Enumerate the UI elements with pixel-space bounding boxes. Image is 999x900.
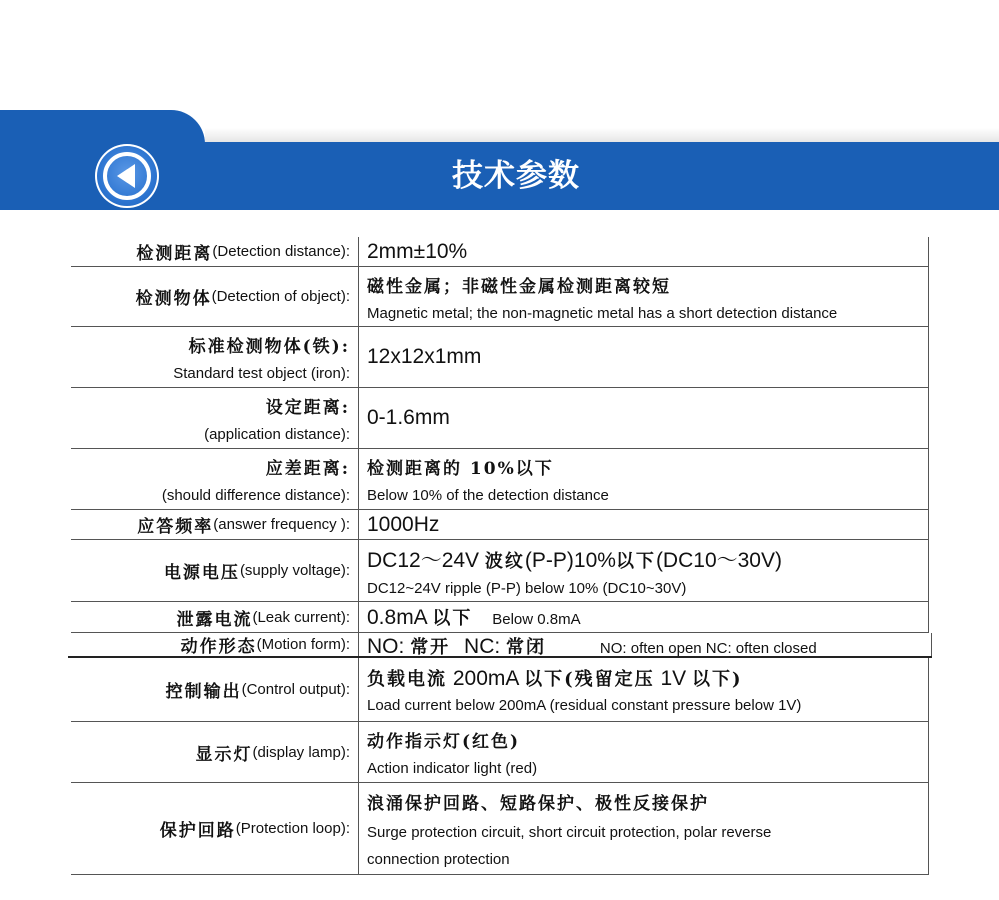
spec-row-protection-loop	[71, 783, 929, 875]
spec-label: 控制输出 (Control output):	[71, 658, 359, 721]
spec-row-leak-current	[71, 602, 929, 633]
spec-row-difference-distance	[71, 449, 929, 510]
spec-row-control-output	[71, 658, 929, 722]
spec-label: 标准检测物体(铁): Standard test object (iron):	[71, 327, 359, 387]
spec-value: 动作指示灯(红色) Action indicator light (red)	[359, 722, 929, 782]
spec-label: 动作形态 (Motion form):	[68, 633, 359, 656]
spec-value: 检测距离的 10%以下 Below 10% of the detection distance	[359, 449, 929, 509]
spec-value: 浪涌保护回路、短路保护、极性反接保护 Surge protection circuit, short circuit protection, polar reverse connection protection	[359, 783, 929, 874]
spec-row-motion-form	[68, 633, 932, 658]
spec-label: 设定距离: (application distance):	[71, 388, 359, 448]
spec-label: 保护回路 (Protection loop):	[71, 783, 359, 874]
spec-label: 应差距离: (should difference distance):	[71, 449, 359, 509]
spec-value: 1000Hz	[359, 510, 929, 539]
spec-value: 磁性金属；非磁性金属检测距离较短 Magnetic metal; the non-magnetic metal has a short detection distance	[359, 267, 929, 326]
spec-row-application-distance	[71, 388, 929, 449]
banner-shadow	[205, 128, 999, 142]
spec-row-detection-object	[71, 267, 929, 327]
spec-row-supply-voltage	[71, 540, 929, 602]
spec-value: 0-1.6mm	[359, 388, 929, 448]
spec-label: 泄露电流 (Leak current):	[71, 602, 359, 632]
spec-label: 检测物体 (Detection of object):	[71, 267, 359, 326]
spec-label: 应答频率 (answer frequency ):	[71, 510, 359, 539]
spec-value: NO: 常开 NC: 常闭 NO: often open NC: often closed	[359, 633, 932, 656]
spec-row-detection-distance	[71, 237, 929, 267]
spec-label: 显示灯 (display lamp):	[71, 722, 359, 782]
spec-table	[71, 237, 929, 875]
spec-value: 0.8mA 以下 Below 0.8mA	[359, 602, 929, 632]
spec-row-display-lamp	[71, 722, 929, 783]
page-title: 技术参数	[452, 158, 580, 194]
spec-label: 电源电压 (supply voltage):	[71, 540, 359, 601]
spec-value: DC12～24V 波纹(P-P)10%以下(DC10～30V) DC12~24V ripple (P-P) below 10% (DC10~30V)	[359, 540, 929, 601]
spec-label: 检测距离 (Detection distance):	[71, 237, 359, 266]
spec-row-answer-frequency	[71, 510, 929, 540]
spec-value: 负载电流 200mA 以下(残留定压 1V 以下) Load current below 200mA (residual constant pressure below 1V)	[359, 658, 929, 721]
spec-value: 2mm±10%	[359, 237, 929, 266]
spec-row-standard-object	[71, 327, 929, 388]
spec-value: 12x12x1mm	[359, 327, 929, 387]
